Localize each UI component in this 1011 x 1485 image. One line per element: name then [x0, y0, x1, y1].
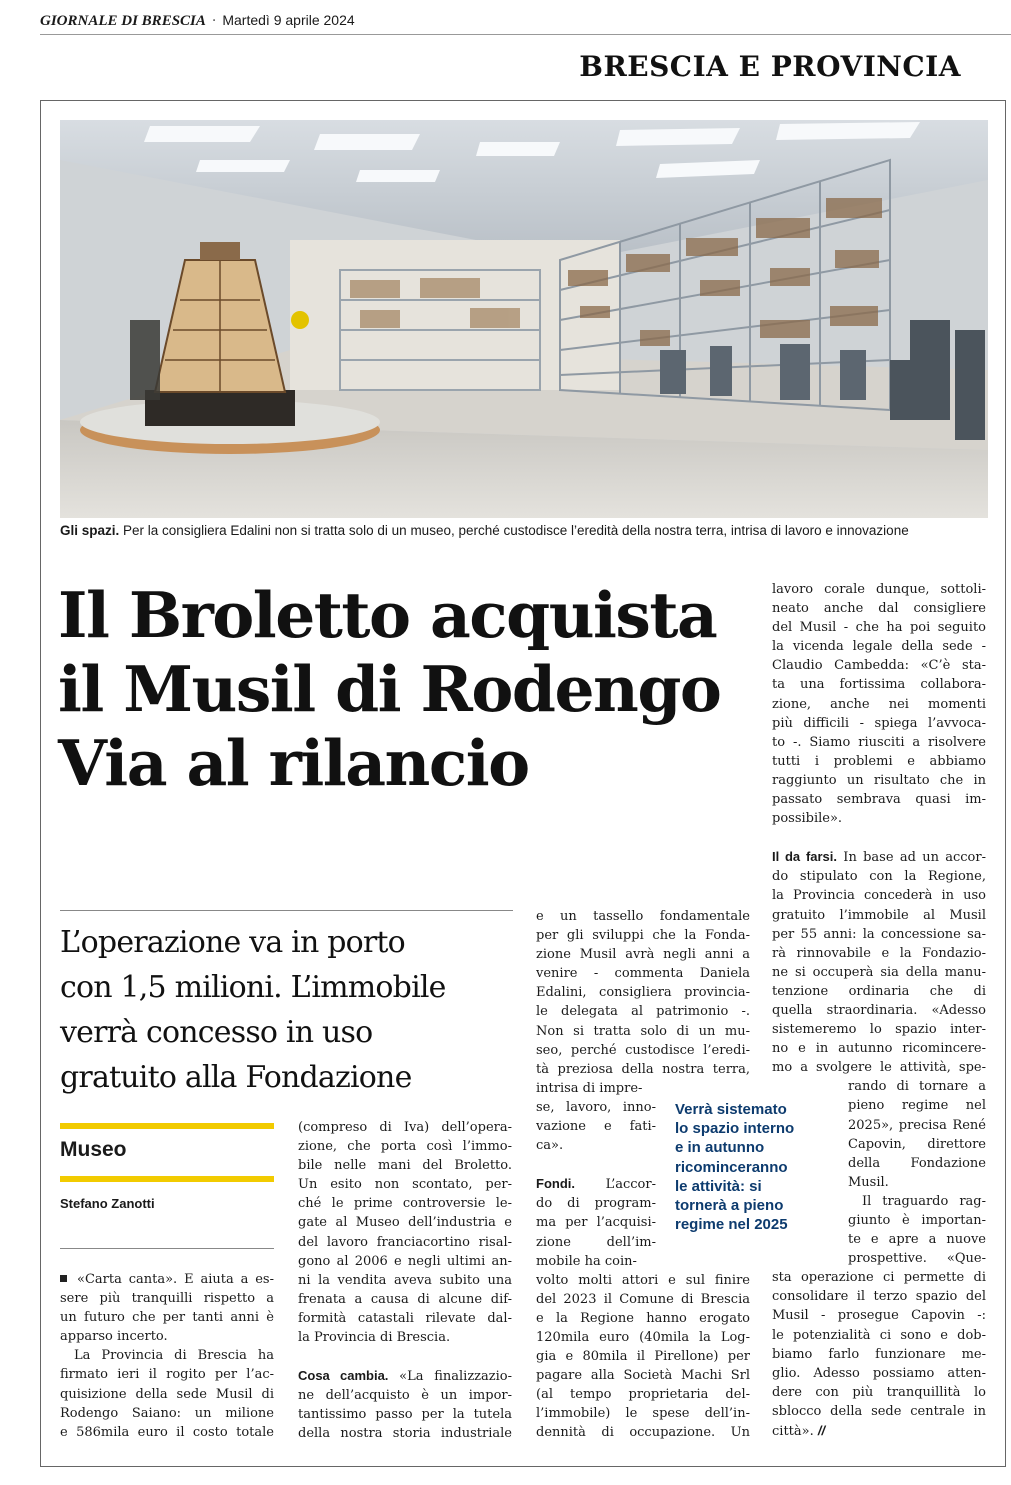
text-line: formità catastali rilevate dal- [298, 1310, 512, 1326]
text-line: ca». [536, 1138, 564, 1154]
text-line: quella straordinaria. «Adesso [772, 1002, 986, 1018]
text-line: to -. Siamo riusciti a risolvere [772, 734, 986, 750]
text-line: rando di tornare a [848, 1079, 986, 1095]
subhead-il-da-farsi: Il da farsi. [772, 849, 838, 865]
column-2 [298, 1118, 512, 1444]
text-line: la Provincia di Brescia. [298, 1330, 451, 1346]
text-line: possibile». [772, 811, 843, 827]
warehouse-museum-image [60, 120, 988, 518]
text-line: Rodengo Saiano: un milione [60, 1405, 274, 1421]
text-line: Il traguardo rag- [862, 1193, 986, 1209]
text-line: per gli sviluppi che la Fonda- [536, 928, 750, 944]
text-line: sistemeremo lo spazio inter- [772, 1022, 986, 1038]
subtitle-line: L’operazione va in porto [60, 925, 405, 960]
subhead-cosa-cambia: Cosa cambia. [298, 1368, 389, 1384]
text-line: gia e 80mila il Pirellone) per [536, 1349, 750, 1365]
text-line: Fondi. L’accor- [536, 1176, 656, 1193]
text-line: venire - commenta Daniela [536, 966, 750, 982]
text-line: no e in autunno ricomincere- [772, 1041, 986, 1057]
text-line: zione Musil avrà negli anni a [536, 947, 750, 963]
text-line: del Musil - che ha poi seguito [772, 620, 986, 636]
pull-quote-line: lo spazio interno [675, 1120, 795, 1138]
text-line: La Provincia di Brescia ha [74, 1348, 274, 1364]
text-line: ché le prime controversie le- [298, 1196, 512, 1212]
text-line: le potenzialità ci sono e dob- [772, 1327, 986, 1343]
subtitle-rule [60, 910, 513, 911]
pull-quote-line: ricominceranno [675, 1158, 788, 1176]
text-line: 120mila euro (40mila la Log- [536, 1329, 750, 1345]
text-line: prospettive. «Que- [848, 1251, 986, 1267]
text-line: raggiunto un risultato che in [772, 772, 986, 788]
text-line: ne dell’acquisto è un impor- [298, 1388, 512, 1404]
text-line: e la Regione hanno erogato [536, 1310, 750, 1326]
text-line: sere più tranquilli rispetto a [60, 1291, 274, 1307]
text-line: della nostra storia industriale [298, 1426, 512, 1442]
headline-line: il Musil di Rodengo [58, 652, 721, 726]
article-photo [60, 120, 988, 518]
text-line: Musil. [848, 1174, 889, 1190]
text-line: giunto è importan- [848, 1213, 986, 1228]
text-line: del lavoro franciacortino risal- [298, 1234, 512, 1250]
text-line: ma per l’acquisi- [536, 1215, 656, 1231]
text-line: dere con più tranquillità lo [772, 1384, 986, 1400]
pull-quote-line: tornerà a pieno [675, 1197, 784, 1215]
text-line: un futuro che per tanti anni è [60, 1310, 274, 1326]
text-line: del 2023 il Comune di Brescia [536, 1291, 750, 1307]
text-line: volto molti attori e sul finire [536, 1272, 750, 1288]
pull-quote-line: le attività: si [675, 1177, 762, 1195]
text-line: Non si tratta solo di un mu- [536, 1023, 750, 1039]
text-line: frenata a causa di alcune dif- [298, 1291, 512, 1307]
masthead [40, 12, 355, 30]
paragraph-gap [536, 1155, 656, 1174]
text-line: do stipulato con la Regione, [772, 869, 986, 885]
text-line: e un tassello fondamentale [536, 909, 750, 924]
text-line: quisizione della sede Musil di [60, 1386, 274, 1402]
text-line: gono al 2006 e negli ultimi an- [298, 1253, 512, 1269]
text-line: vazione e fati- [536, 1119, 656, 1135]
pull-quote-line: regime nel 2025 [675, 1216, 788, 1234]
text-line: tantissimo passo per la tutela [298, 1407, 512, 1423]
text-line: le delegata al patrimonio -. [536, 1004, 750, 1020]
text-line: 2025», precisa René [848, 1117, 986, 1133]
text-line: per 55 anni: la concessione sa- [772, 926, 986, 942]
paragraph-gap [772, 828, 986, 847]
text-line: ta una fortissima collabora- [772, 677, 986, 693]
square-bullet-icon [60, 1275, 67, 1282]
issue-date: Martedì 9 aprile 2024 [222, 12, 355, 28]
subtitle-line: verrà concesso in uso [60, 1015, 373, 1050]
text-line: tenzione ordinaria che di [772, 983, 986, 999]
text-line: città». // [772, 1423, 826, 1440]
subtitle-line: con 1,5 milioni. L’immobile [60, 970, 446, 1005]
text-line: Un esito non scontato, per- [298, 1177, 512, 1193]
text-line: Claudio Cambedda: «C’è sta- [772, 658, 986, 674]
byline-rule [60, 1248, 274, 1249]
text-line: la vicenda legale della sede - [772, 639, 986, 655]
text-line: l’immobile) le spese dell’in- [536, 1406, 750, 1422]
text-line: pieno regime nel [848, 1098, 986, 1114]
text-line: la Provincia concederà in uso [772, 888, 986, 904]
caption-lead: Gli spazi. [60, 523, 120, 538]
text-line: Capovin, direttore [848, 1136, 986, 1152]
subtitle [60, 920, 520, 1100]
masthead-separator: · [211, 13, 217, 29]
kicker-bar-top [60, 1123, 274, 1129]
text-line: mobile ha coin- [536, 1253, 637, 1269]
subtitle-line: gratuito alla Fondazione [60, 1060, 412, 1095]
text-line: bile nelle mani del Broletto. [298, 1158, 512, 1174]
text-line: zione dell’im- [536, 1234, 656, 1250]
text-line: mo a svolgere le attività, spe- [772, 1060, 986, 1076]
byline: Stefano Zanotti [60, 1196, 155, 1211]
text-line: sblocco della sede centrale in [772, 1403, 986, 1419]
pull-quote-line: Verrà sistemato [675, 1101, 787, 1118]
text-line: apparso incerto. [60, 1329, 168, 1345]
headline-line: Via al rilancio [58, 726, 529, 800]
text-line: firmato ieri il rogito per l’ac- [60, 1367, 274, 1383]
text-line: tà preziosa della nostra terra, [536, 1061, 750, 1077]
text-line: Musil - prosegue Capovin -: [772, 1308, 986, 1324]
text-line: Cosa cambia. «La finalizzazio- [298, 1368, 512, 1385]
text-line: intrisa di impre- [536, 1080, 643, 1096]
text-line: più difficili - spiega l’avvoca- [772, 715, 986, 731]
text-line: biamo farlo funzionare me- [772, 1346, 986, 1362]
text-line: «Carta canta». E aiuta a es- [60, 1270, 274, 1289]
masthead-rule [40, 34, 1011, 35]
pull-quote-line: e in autunno [675, 1139, 765, 1157]
text-line: zione, che porta così l’immo- [298, 1139, 512, 1155]
photo-caption [60, 523, 990, 538]
text-line: (al tempo proprietaria del- [536, 1387, 750, 1403]
text-line: ne si occuperà sia della manu- [772, 964, 986, 980]
caption-text: Per la consigliera Edalini non si tratta solo di un museo, perché custodisce l’eredità della nostra terra, intrisa di lavoro e innovazione [119, 523, 909, 538]
end-mark: // [817, 1423, 826, 1439]
kicker: Museo [60, 1138, 127, 1161]
text-line: gratuito l’immobile al Musil [772, 907, 986, 923]
column-4 [772, 580, 986, 1441]
text-line: ni la vendita aveva subito una [298, 1272, 512, 1288]
kicker-bar-bottom [60, 1176, 274, 1182]
text-line: gate al Museo dell’industria e [298, 1215, 512, 1231]
headline [58, 578, 748, 800]
newspaper-name: GIORNALE DI BRESCIA [40, 13, 206, 29]
text-line: consolidare il terzo spazio del [772, 1289, 986, 1305]
text-line: dennità di occupazione. Un [536, 1425, 750, 1441]
headline-line: Il Broletto acquista [58, 578, 717, 652]
text-line: passato sembrava quasi im- [772, 792, 986, 808]
section-title: BRESCIA E PROVINCIA [579, 50, 961, 83]
text-line: pagare alla Società Machi Srl [536, 1368, 750, 1384]
text-line: te e apre a nuove [848, 1232, 986, 1248]
text-line: (compreso di Iva) dell’opera- [298, 1120, 512, 1135]
text-line: Edalini, consigliera provincia- [536, 985, 750, 1001]
text-line: sta operazione ci permette di [772, 1270, 986, 1286]
text-line: della Fondazione [848, 1155, 986, 1171]
text-line: glio. Adesso possiamo atten- [772, 1365, 986, 1381]
text-line: e 586mila euro il costo totale [60, 1424, 274, 1440]
text-line: lavoro corale dunque, sottoli- [772, 582, 986, 597]
text-line: Il da farsi. In base ad un accor- [772, 849, 986, 866]
text-line: seo, perché custodisce l’eredi- [536, 1042, 750, 1058]
paragraph-gap [298, 1347, 512, 1366]
text-line: se, lavoro, inno- [536, 1099, 656, 1115]
column-1 [60, 1270, 274, 1442]
text-line: zione, anche nei momenti [772, 696, 986, 712]
text-line: neato anche dal consigliere [772, 601, 986, 617]
subhead-fondi: Fondi. [536, 1176, 575, 1192]
text-line: tutti i problemi e abbiamo [772, 753, 986, 769]
text-line: do di program- [536, 1196, 656, 1212]
text-line: rà rinnovabile e la Fondazio- [772, 945, 986, 961]
